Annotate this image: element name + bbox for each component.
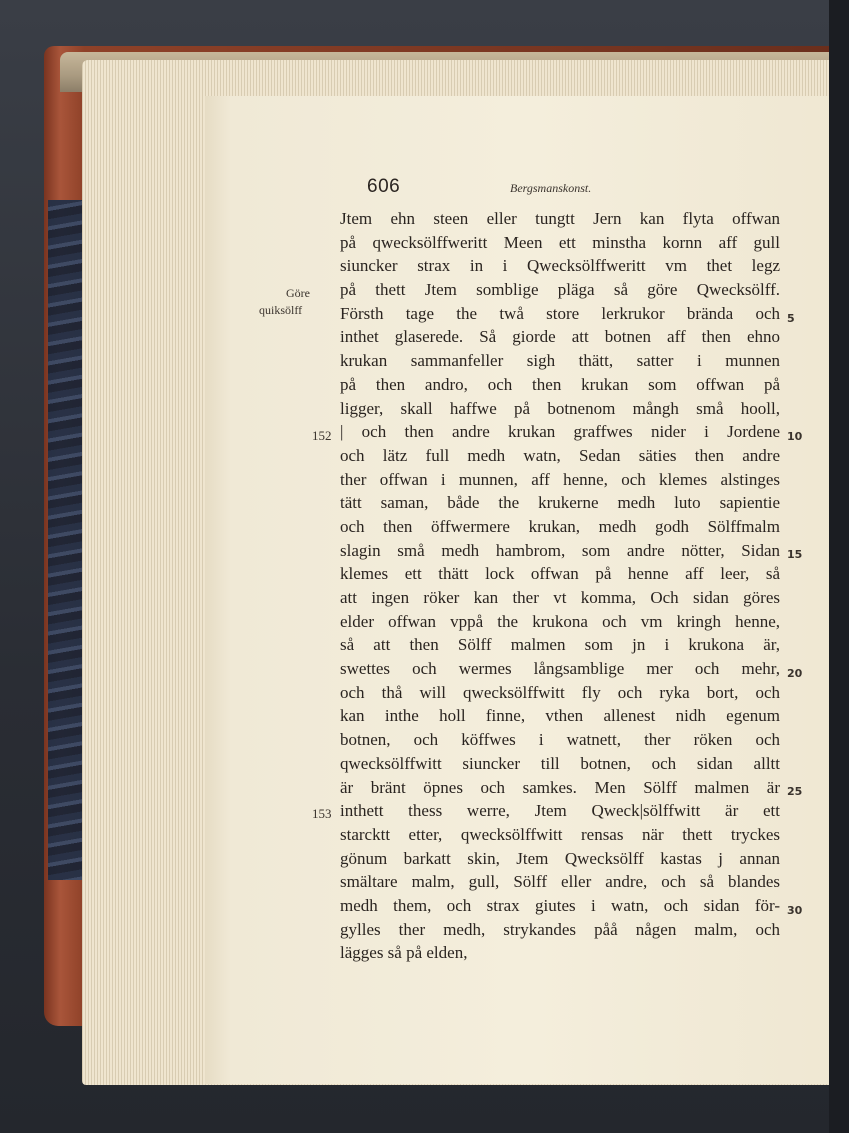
text-line: botnen, och köffwes i watnett, ther röken och <box>340 730 780 750</box>
text-line: gönum barkatt skin, Jtem Qwecksölff kastas j annan <box>340 848 780 868</box>
text-line: krukan sammanfeller sigh thätt, satter i munnen <box>340 351 780 371</box>
text-line: inthett thess werre, Jtem Qweck|sölffwitt är ett <box>340 801 780 821</box>
text-line: qwecksölffwitt siuncker till botnen, och sidan alltt <box>340 753 780 773</box>
marbled-endpaper <box>48 200 84 880</box>
right-edge-shadow <box>829 0 849 1133</box>
line-number-25: 25 <box>787 785 803 798</box>
text-line: starcktt etter, qwecksölffwitt rensas när thett tryckes <box>340 824 780 844</box>
text-line: swettes och wermes långsamblige mer och mehr, <box>340 659 780 679</box>
running-head: Bergsmanskonst. <box>510 181 592 195</box>
text-line: siuncker strax in i Qwecksölffweritt vm thet legz <box>340 256 780 276</box>
text-line: Försth tage the twå store lerkrukor brända och <box>340 303 780 323</box>
body-text <box>340 207 780 965</box>
text-line: | och then andre krukan graffwes nider i Jordene <box>340 422 780 442</box>
line-number-5: 5 <box>787 312 795 325</box>
text-line: elder offwan vppå the krukona och vm kringh henne, <box>340 611 780 631</box>
text-line: och thå will qwecksölffwitt fly och ryka bort, och <box>340 682 780 702</box>
margin-reference-153: 153 <box>312 806 332 821</box>
margin-note-gore: Göre <box>286 286 310 300</box>
text-line: inthet glaserede. Så giorde att botnen aff then ehno <box>340 327 780 347</box>
page-number: 606 <box>367 176 401 197</box>
page-header <box>367 176 627 200</box>
text-line: slagin små medh hambrom, som andre nötter, Sidan <box>340 540 780 560</box>
text-line: Jtem ehn steen eller tungtt Jern kan flyta offwan <box>340 209 780 228</box>
text-line: smältare malm, gull, Sölff eller andre, och så blandes <box>340 872 780 892</box>
text-line: så att then Sölff malmen som jn i krukona är, <box>340 635 780 655</box>
text-line: tätt saman, både the krukerne medh luto sapientie <box>340 493 780 513</box>
text-line: på thett Jtem somblige pläga så göre Qwecksölff. <box>340 280 780 300</box>
line-number-10: 10 <box>787 430 803 443</box>
margin-note-quiksolff: quiksölff <box>259 303 303 317</box>
text-line: på then andro, och then krukan som offwan på <box>340 374 780 394</box>
text-line: ligger, skall haffwe på botnenom mångh små hooll, <box>340 398 780 418</box>
text-line: lägges så på elden, <box>340 943 468 963</box>
text-line: gylles ther medh, strykandes påå någen malm, och <box>340 919 780 939</box>
text-line: att ingen röker kan ther vt komma, Och sidan göres <box>340 588 780 607</box>
text-line: klemes ett thätt lock offwan på henne aff leer, så <box>340 564 780 584</box>
line-number-30: 30 <box>787 904 803 917</box>
text-line: på qwecksölffweritt Meen ett minstha kornn aff gull <box>340 232 780 252</box>
margin-reference-152: 152 <box>312 428 332 443</box>
line-number-15: 15 <box>787 548 803 561</box>
text-line: ther offwan i munnen, aff henne, och klemes alstinges <box>340 469 780 489</box>
text-line: och then öffwermere krukan, medh godh Sölffmalm <box>340 516 780 536</box>
text-line: medh them, och strax giutes i watn, och sidan för- <box>340 895 780 915</box>
line-number-20: 20 <box>787 667 803 680</box>
text-line: och lätz full medh watn, Sedan säties then andre <box>340 445 780 465</box>
text-line: är bränt öpnes och samkes. Men Sölff malmen är <box>340 777 780 797</box>
text-line: kan inthe holl finne, vthen allenest nidh egenum <box>340 706 780 726</box>
